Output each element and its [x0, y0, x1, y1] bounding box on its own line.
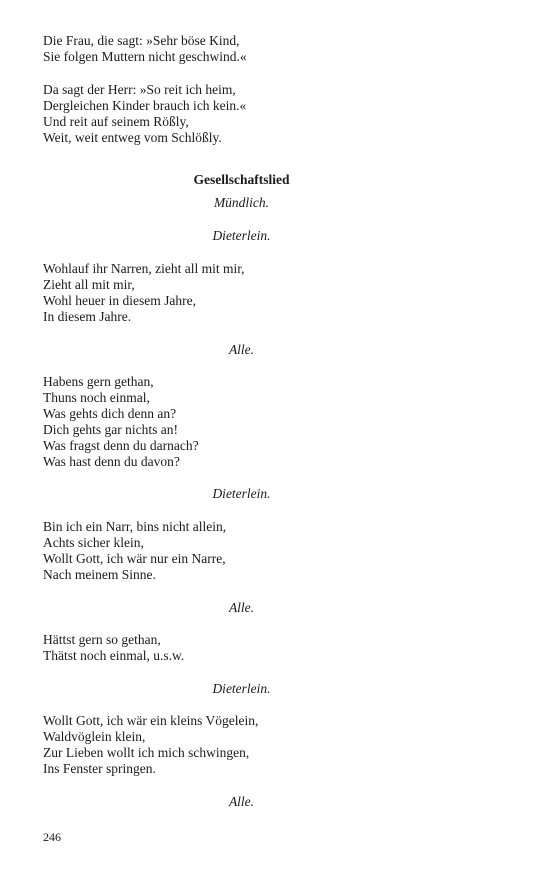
verse-line: Zur Lieben wollt ich mich schwingen,: [43, 745, 250, 760]
verse-line: Wohlauf ihr Narren, zieht all mit mir,: [43, 261, 245, 276]
verse-line: Thätst noch einmal, u.s.w.: [43, 648, 185, 663]
verse-line: Bin ich ein Narr, bins nicht allein,: [43, 519, 227, 534]
verse-line: Was fragst denn du darnach?: [43, 438, 199, 453]
verse-line: Weit, weit entweg vom Schlößly.: [43, 130, 222, 145]
speaker-label: Dieterlein.: [212, 681, 271, 696]
song-source: Mündlich.: [213, 195, 270, 210]
verse-line: Ins Fenster springen.: [43, 761, 156, 776]
stanza-2: [43, 82, 246, 146]
stanza-1: [43, 33, 247, 65]
stanza-6: [43, 632, 184, 664]
verse-line: Wohl heuer in diesem Jahre,: [43, 293, 196, 308]
verse-line: Was hast denn du davon?: [43, 454, 180, 469]
verse-line: Was gehts dich denn an?: [43, 406, 177, 421]
verse-line: Waldvöglein klein,: [43, 729, 146, 744]
verse-line: Dergleichen Kinder brauch ich kein.«: [43, 98, 247, 113]
verse-line: Da sagt der Herr: »So reit ich heim,: [43, 82, 236, 97]
verse-line: Nach meinem Sinne.: [43, 567, 156, 582]
verse-line: Zieht all mit mir,: [43, 277, 135, 292]
stanza-4: [43, 374, 199, 470]
verse-line: Sie folgen Muttern nicht geschwind.«: [43, 49, 247, 64]
speaker-label: Dieterlein.: [212, 228, 271, 243]
verse-line: Hättst gern so gethan,: [43, 632, 161, 647]
verse-line: Habens gern gethan,: [43, 374, 154, 389]
verse-line: Wollt Gott, ich wär nur ein Narre,: [43, 551, 226, 566]
speaker-label: Alle.: [228, 342, 255, 357]
verse-line: In diesem Jahre.: [43, 309, 132, 324]
verse-line: Wollt Gott, ich wär ein kleins Vögelein,: [43, 713, 259, 728]
speaker-label: Alle.: [228, 794, 255, 809]
stanza-7: [43, 713, 258, 777]
verse-line: Die Frau, die sagt: »Sehr böse Kind,: [43, 33, 240, 48]
verse-line: Thuns noch einmal,: [43, 390, 150, 405]
page-number: 246: [43, 830, 61, 844]
verse-line: Und reit auf seinem Rößly,: [43, 114, 189, 129]
stanza-3: [43, 261, 245, 325]
verse-line: Dich gehts gar nichts an!: [43, 422, 178, 437]
verse-line: Achts sicher klein,: [43, 535, 144, 550]
speaker-label: Alle.: [228, 600, 255, 615]
speaker-label: Dieterlein.: [212, 486, 271, 501]
stanza-5: [43, 519, 226, 583]
song-title: Gesellschaftslied: [193, 172, 290, 187]
